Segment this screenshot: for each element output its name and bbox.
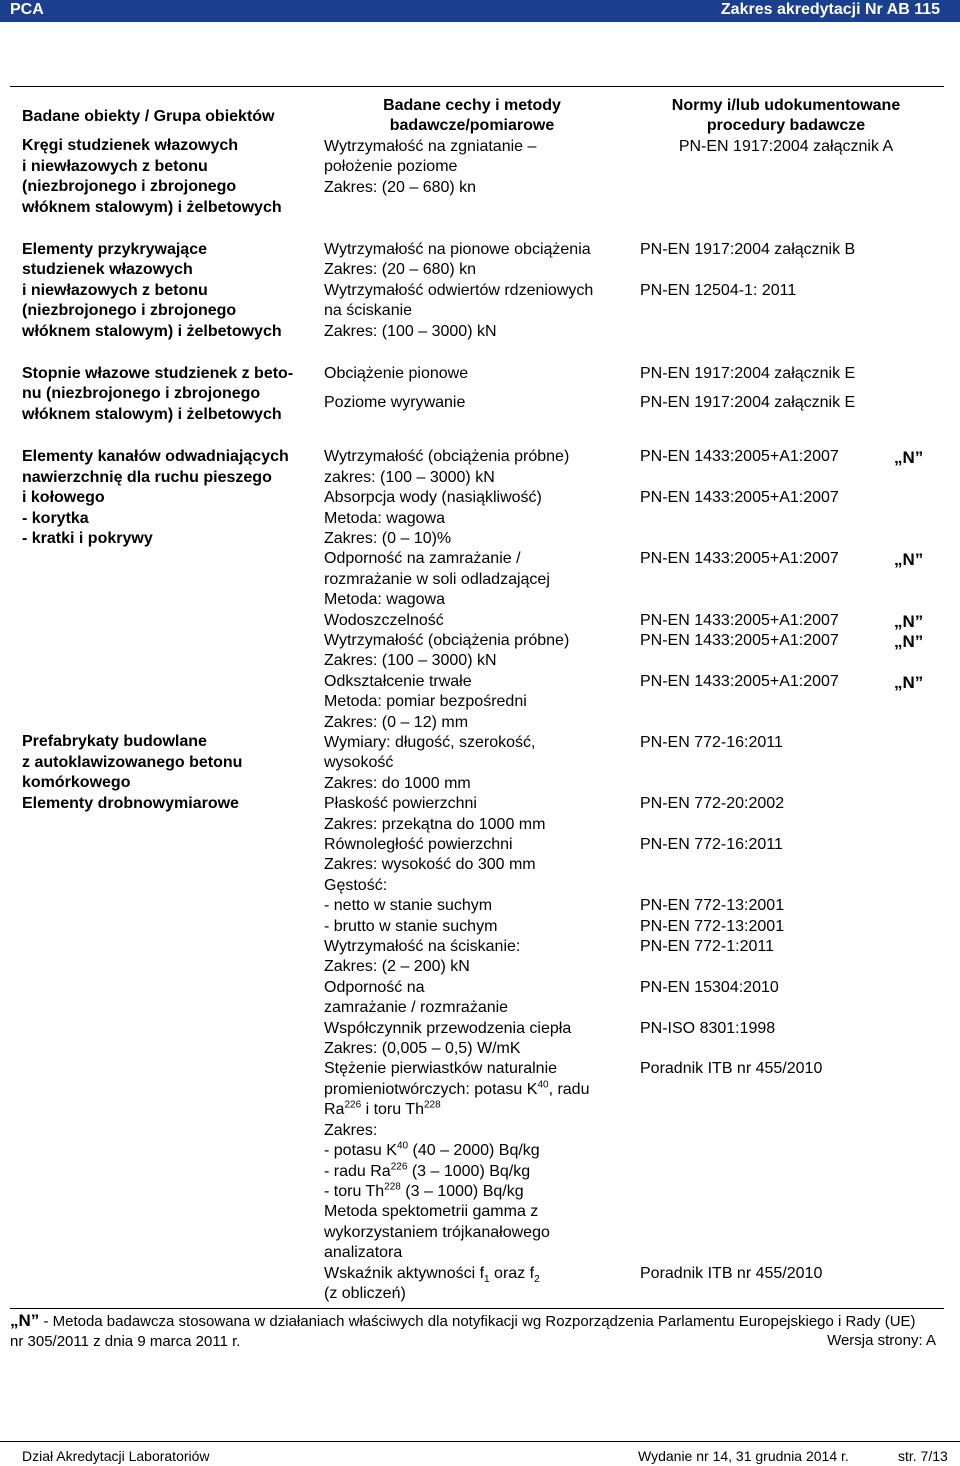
test-item-line: Odkształcenie trwałe <box>324 672 472 690</box>
feature-r3a: Obciążenie pionowe <box>324 365 469 383</box>
test-activity-index: Wskaźnik aktywności $f_1$ oraz $f_2$ (z obliczeń) Poradnik ITB nr 455/2010 <box>324 1264 823 1302</box>
test-item-line: Zakres: do 1000 mm <box>324 774 471 792</box>
test-item <box>316 549 944 610</box>
test-item-line: Zakres: (100 – 3000) kN <box>324 652 497 670</box>
table-row <box>10 447 944 1309</box>
test-item-line: Zakres: (0 – 10)% <box>324 529 452 547</box>
test-item <box>316 631 944 672</box>
test-item-line: Wytrzymałość (obciążenia próbne) <box>324 448 570 466</box>
header-title: Zakres akredytacji Nr AB 115 <box>720 1 940 18</box>
test-item <box>316 835 944 876</box>
test-item-line: wysokość <box>324 754 394 772</box>
footer-edition: Wydanie nr 14, 31 grudnia 2014 r. <box>638 1448 849 1464</box>
object-r3: Stopnie włazowe studzienek z beto- nu (niezbrojonego i zbrojonego włóknem stalowym) i żelbetowych <box>22 365 294 423</box>
object-r1: Kręgi studzienek włazowych i niewłazowych z betonu (niezbrojonego i zbrojonego włóknem stalowym) i żelbetowych <box>22 137 282 216</box>
test-item <box>316 733 944 794</box>
test-item-norm: PN-EN 772-1:2011 <box>640 938 774 956</box>
col-header-objects: Badane obiekty / Grupa obiektów <box>22 108 275 125</box>
test-radioactivity: Stężenie pierwiastków naturalnie promieniotwórczych: potasu $K^{40}$, radu Ra$^{226}$ i toru Th$^{228}$ Zakres: - potasu $K^{40}$ (40 – 2000) Bq/kg - radu Ra$^{226}$ (3 – 1000) Bq/kg - toru Th$^{228}$ (3 – 1000) Bq/kg Metoda spektometrii gamma z wykorzystaniem trójkanałowego analizatora Poradnik ITB nr 455/2010 <box>324 1060 823 1262</box>
col-header-norms: Normy i/lub udokumentowane procedury badawcze <box>671 97 901 135</box>
test-item-line: Zakres: przekątna do 1000 mm <box>324 815 546 833</box>
test-item-line: Płaskość powierzchni <box>324 795 477 813</box>
page-header-bar <box>0 0 960 22</box>
feature-r3b: Poziome wyrywanie <box>324 394 466 412</box>
features-r2: Wytrzymałość na pionowe obciążenia Zakres: (20 – 680) kn Wytrzymałość odwiertów rdzeniowych na ściskanie Zakres: (100 – 3000) kN <box>324 241 594 340</box>
test-item-line: Zakres: (0 – 12) mm <box>324 713 469 731</box>
tests-list <box>316 447 944 876</box>
norm-r1: PN-EN 1917:2004 załącznik A <box>678 137 894 155</box>
test-item <box>316 978 944 1019</box>
notification-n-mark: „N” <box>894 611 924 631</box>
features-r1: Wytrzymałość na zgniatanie – położenie poziome Zakres: (20 – 680) kn <box>324 137 537 196</box>
test-item-line: Wytrzymałość (obciążenia próbne) <box>324 631 570 649</box>
test-item-line: Odporność na zamrażanie / <box>324 550 521 568</box>
page-footer <box>0 1441 960 1464</box>
notification-n-mark: „N” <box>894 631 924 651</box>
object-r2: Elementy przykrywające studzienek włazowych i niewłazowych z betonu (niezbrojonego i zbrojonego włóknem stalowym) i żelbetowych <box>22 241 282 340</box>
accreditation-body <box>10 86 944 1309</box>
test-item-norm: PN-EN 1433:2005+A1:2007 <box>640 611 839 629</box>
test-item-norm: PN-EN 1433:2005+A1:2007 <box>640 448 839 466</box>
notification-n-mark: „N” <box>894 550 924 570</box>
norm-r3b: PN-EN 1917:2004 załącznik E <box>640 394 856 412</box>
test-item <box>316 794 944 835</box>
test-item-line: Wytrzymałość na ściskanie: <box>324 938 521 956</box>
norm-r2a: PN-EN 1917:2004 załącznik B <box>640 241 856 259</box>
test-item-norm: PN-EN 1433:2005+A1:2007 <box>640 489 839 507</box>
footnote <box>10 1311 950 1351</box>
test-item-line: Zakres: (0,005 – 0,5) W/mK <box>324 1040 521 1058</box>
object-r5: Prefabrykaty budowlane z autoklawizowanego betonu komórkowego Elementy drobnowymiarowe <box>22 733 243 812</box>
test-item-line: zamrażanie / rozmrażanie <box>324 999 509 1017</box>
test-item <box>316 1019 944 1060</box>
footer-page-number: str. 7/13 <box>898 1448 948 1464</box>
test-item-norm: PN-EN 772-20:2002 <box>640 795 785 813</box>
notification-n-mark: „N” <box>894 672 924 692</box>
norm-r3a: PN-EN 1917:2004 załącznik E <box>640 365 856 383</box>
test-item-line: Zakres: wysokość do 300 mm <box>324 856 536 874</box>
test-item <box>316 672 944 733</box>
table-row <box>10 87 944 219</box>
test-item-norm: PN-EN 15304:2010 <box>640 978 779 996</box>
test-item-line: rozmrażanie w soli odladzającej <box>324 570 550 588</box>
table-row <box>10 240 944 342</box>
test-item-norm: PN-EN 772-16:2011 <box>640 733 783 751</box>
test-item-line: Współczynnik przewodzenia ciepła <box>324 1019 572 1037</box>
test-item-line: Zakres: (2 – 200) kN <box>324 958 470 976</box>
test-item-line: Absorpcja wody (nasiąkliwość) <box>324 489 542 507</box>
test-item-line: Równoległość powierzchni <box>324 836 513 853</box>
table-row <box>10 364 944 425</box>
test-item-line: zakres: (100 – 3000) kN <box>324 468 495 486</box>
test-item-norm: PN-EN 1433:2005+A1:2007 <box>640 631 839 649</box>
test-item-norm: PN-EN 1433:2005+A1:2007 <box>640 550 839 568</box>
footnote-line2: nr 305/2011 z dnia 9 marca 2011 r. <box>10 1332 241 1350</box>
test-item <box>316 488 944 549</box>
page-version: Wersja strony: A <box>827 1331 936 1349</box>
test-item-norm: PN-EN 1433:2005+A1:2007 <box>640 672 839 690</box>
test-item-line: Wymiary: długość, szerokość, <box>324 733 536 751</box>
test-density: Gęstość: - netto w stanie suchym - brutto w stanie suchym PN-EN 772-13:2001 PN-EN 772-13:2001 <box>324 876 785 935</box>
test-item-line: Metoda: wagowa <box>324 509 445 527</box>
test-item-line: Wodoszczelność <box>324 611 444 629</box>
test-item-norm: PN-ISO 8301:1998 <box>640 1019 776 1037</box>
test-item-line: Odporność na <box>324 978 425 996</box>
col-header-features: Badane cechy i metody badawcze/pomiarowe <box>383 97 561 135</box>
notification-n-mark: „N” <box>894 448 924 468</box>
norm-r2b: PN-EN 12504-1: 2011 <box>640 281 797 299</box>
tests-list-2 <box>316 937 944 1059</box>
object-r4: Elementy kanałów odwadniających nawierzchnię dla ruchu pieszego i kołowego - korytka - kratki i pokrywy <box>22 448 289 547</box>
test-item-line: Metoda: pomiar bezpośredni <box>324 693 527 711</box>
test-item <box>316 937 944 978</box>
footer-department: Dział Akredytacji Laboratoriów <box>22 1448 210 1464</box>
test-item-line: Metoda: wagowa <box>324 591 445 609</box>
test-item <box>316 611 944 631</box>
header-org: PCA <box>10 1 44 18</box>
footnote-text: - Metoda badawcza stosowana w działaniach właściwych dla notyfikacji wg Rozporządzenia Parlamentu Europejskiego i Rady (UE) <box>39 1313 916 1330</box>
footnote-n-mark: „N” <box>10 1311 40 1330</box>
test-item-norm: PN-EN 772-16:2011 <box>640 836 783 853</box>
test-item <box>316 447 944 488</box>
